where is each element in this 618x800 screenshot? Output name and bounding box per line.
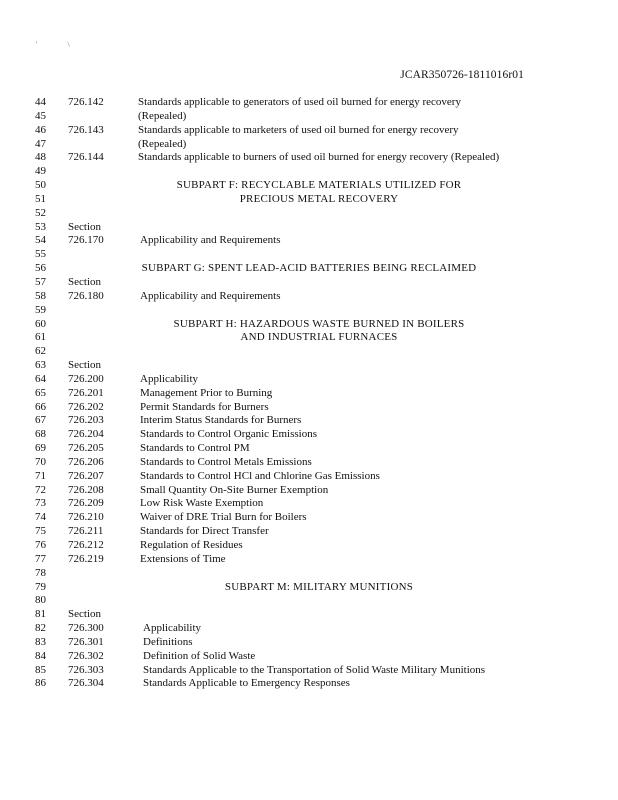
section-number: 726.205	[68, 442, 104, 455]
line-number: 63	[35, 359, 46, 372]
document-line	[0, 677, 618, 691]
line-number: 74	[35, 511, 46, 524]
section-title: Standards Applicable to Emergency Responses	[143, 677, 350, 690]
section-number: 726.304	[68, 677, 104, 690]
section-column-label: Section	[68, 275, 101, 288]
section-title: Standards Applicable to the Transportation of Solid Waste Military Munitions	[143, 663, 486, 676]
section-title: Standards to Control PM	[140, 442, 250, 455]
section-title: Applicability and Requirements	[140, 234, 281, 247]
document-line	[0, 345, 618, 359]
document-line	[0, 567, 618, 581]
section-column-label: Section	[68, 608, 101, 621]
section-title: Low Risk Waste Exemption	[140, 497, 264, 510]
section-column-label: Section	[68, 359, 101, 372]
subpart-heading: SUBPART F: RECYCLABLE MATERIALS UTILIZED FOR	[176, 179, 462, 192]
subpart-heading: SUBPART H: HAZARDOUS WASTE BURNED IN BOILERS	[173, 317, 465, 330]
section-number: 726.143	[68, 123, 104, 136]
line-number: 77	[35, 552, 46, 565]
line-number: 71	[35, 469, 46, 482]
document-line	[0, 456, 618, 470]
document-line	[0, 401, 618, 415]
line-number: 84	[35, 649, 46, 662]
line-number: 52	[35, 206, 46, 219]
section-number: 726.210	[68, 511, 104, 524]
line-number: 75	[35, 525, 46, 538]
section-title: Waiver of DRE Trial Burn for Boilers	[140, 511, 307, 524]
section-number: 726.219	[68, 552, 104, 565]
document-line	[0, 359, 618, 373]
section-number: 726.302	[68, 649, 104, 662]
document-line	[0, 664, 618, 678]
section-title: Standards applicable to burners of used oil burned for energy recovery (Repealed)	[138, 151, 500, 164]
line-number: 61	[35, 331, 46, 344]
line-number: 48	[35, 151, 46, 164]
section-title: Standards to Control Metals Emissions	[140, 455, 312, 468]
section-number: 726.301	[68, 635, 104, 648]
document-line	[0, 248, 618, 262]
line-list	[0, 96, 618, 691]
section-column-label: Section	[68, 220, 101, 233]
line-number: 67	[35, 414, 46, 427]
section-title-continuation: (Repealed)	[138, 137, 187, 150]
line-number: 76	[35, 539, 46, 551]
document-line	[0, 373, 618, 387]
line-number: 79	[35, 580, 46, 593]
line-number: 51	[35, 192, 46, 205]
line-number: 80	[35, 594, 46, 607]
document-line	[0, 96, 618, 110]
line-number: 73	[35, 497, 46, 510]
document-line	[0, 650, 618, 664]
subpart-heading: PRECIOUS METAL RECOVERY	[239, 192, 399, 205]
section-title: Management Prior to Burning	[140, 386, 273, 399]
document-id: JCAR350726-1811016r01	[400, 69, 524, 81]
line-number: 58	[35, 289, 46, 302]
line-number: 69	[35, 442, 46, 455]
section-number: 726.200	[68, 372, 104, 385]
line-number: 81	[35, 608, 46, 621]
section-number: 726.203	[68, 414, 104, 427]
line-number: 56	[35, 262, 46, 275]
document-line	[0, 234, 618, 248]
speck-2: \	[67, 40, 100, 49]
line-number: 68	[35, 428, 46, 441]
line-number: 60	[35, 317, 46, 330]
line-number: 55	[35, 248, 46, 261]
document-line	[0, 179, 618, 193]
document-line	[0, 193, 618, 207]
speck-1: '	[36, 40, 68, 49]
section-number: 726.300	[68, 622, 104, 635]
section-title: Interim Status Standards for Burners	[140, 414, 302, 427]
line-number: 50	[35, 179, 46, 192]
subpart-heading: SUBPART M: MILITARY MUNITIONS	[224, 580, 414, 593]
section-title: Standards applicable to generators of used oil burned for energy recovery	[138, 96, 461, 108]
section-title: Small Quantity On-Site Burner Exemption	[140, 483, 329, 496]
document-line	[0, 581, 618, 595]
section-number: 726.211	[68, 525, 104, 538]
line-number: 66	[35, 400, 46, 413]
section-title: Standards to Control HCl and Chlorine Gas Emissions	[140, 469, 380, 482]
document-line	[0, 539, 618, 553]
document-line	[0, 290, 618, 304]
section-title: Definition of Solid Waste	[143, 649, 256, 662]
document-line	[0, 497, 618, 511]
document-line	[0, 276, 618, 290]
section-title-continuation: (Repealed)	[138, 109, 187, 122]
line-number: 85	[35, 663, 46, 676]
document-line	[0, 594, 618, 608]
document-line	[0, 553, 618, 567]
section-number: 726.207	[68, 469, 104, 482]
section-title: Applicability and Requirements	[140, 289, 281, 302]
line-number: 72	[35, 483, 46, 496]
line-number: 86	[35, 677, 46, 690]
document-line	[0, 165, 618, 179]
line-number: 64	[35, 372, 46, 385]
section-title: Applicability	[143, 622, 202, 635]
line-number: 54	[35, 234, 46, 247]
document-line	[0, 110, 618, 124]
section-number: 726.204	[68, 428, 104, 441]
document-line	[0, 511, 618, 525]
section-title: Standards applicable to marketers of used oil burned for energy recovery	[138, 123, 459, 136]
document-line	[0, 124, 618, 138]
line-number: 44	[35, 96, 46, 108]
section-title: Standards for Direct Transfer	[140, 525, 269, 538]
document-line	[0, 318, 618, 332]
document-line	[0, 470, 618, 484]
line-number: 70	[35, 455, 46, 468]
line-number: 45	[35, 109, 46, 122]
document-line	[0, 414, 618, 428]
document-line	[0, 428, 618, 442]
document-line	[0, 207, 618, 221]
subpart-heading: SUBPART G: SPENT LEAD-ACID BATTERIES BEING RECLAIMED	[141, 262, 477, 275]
section-number: 726.170	[68, 234, 104, 247]
line-number: 57	[35, 275, 46, 288]
line-number: 82	[35, 622, 46, 635]
scan-specks	[36, 40, 100, 49]
document-line	[0, 262, 618, 276]
line-number: 83	[35, 635, 46, 648]
line-number: 47	[35, 137, 46, 150]
document-line	[0, 304, 618, 318]
document-line	[0, 331, 618, 345]
section-number: 726.201	[68, 386, 104, 399]
section-number: 726.144	[68, 151, 104, 164]
document-line	[0, 138, 618, 152]
section-number: 726.209	[68, 497, 104, 510]
section-number: 726.180	[68, 289, 104, 302]
document-line	[0, 221, 618, 235]
line-number: 46	[35, 123, 46, 136]
section-number: 726.142	[68, 96, 104, 108]
line-number: 53	[35, 220, 46, 233]
document-line	[0, 636, 618, 650]
line-number: 78	[35, 566, 46, 579]
section-number: 726.208	[68, 483, 104, 496]
document-line	[0, 387, 618, 401]
section-title: Applicability	[140, 372, 199, 385]
section-number: 726.202	[68, 400, 104, 413]
section-title: Permit Standards for Burners	[140, 400, 269, 413]
document-line	[0, 525, 618, 539]
document-line	[0, 151, 618, 165]
document-line	[0, 622, 618, 636]
line-number: 59	[35, 303, 46, 316]
document-line	[0, 442, 618, 456]
section-number: 726.303	[68, 663, 104, 676]
section-title: Standards to Control Organic Emissions	[140, 428, 318, 441]
section-title: Definitions	[143, 635, 193, 648]
subpart-heading: AND INDUSTRIAL FURNACES	[240, 331, 398, 344]
section-number: 726.206	[68, 455, 104, 468]
line-number: 65	[35, 386, 46, 399]
section-title: Regulation of Residues	[140, 539, 243, 551]
document-line	[0, 484, 618, 498]
line-number: 49	[35, 165, 46, 178]
document-line	[0, 608, 618, 622]
line-number: 62	[35, 345, 46, 358]
section-title: Extensions of Time	[140, 552, 226, 565]
section-number: 726.212	[68, 539, 104, 551]
